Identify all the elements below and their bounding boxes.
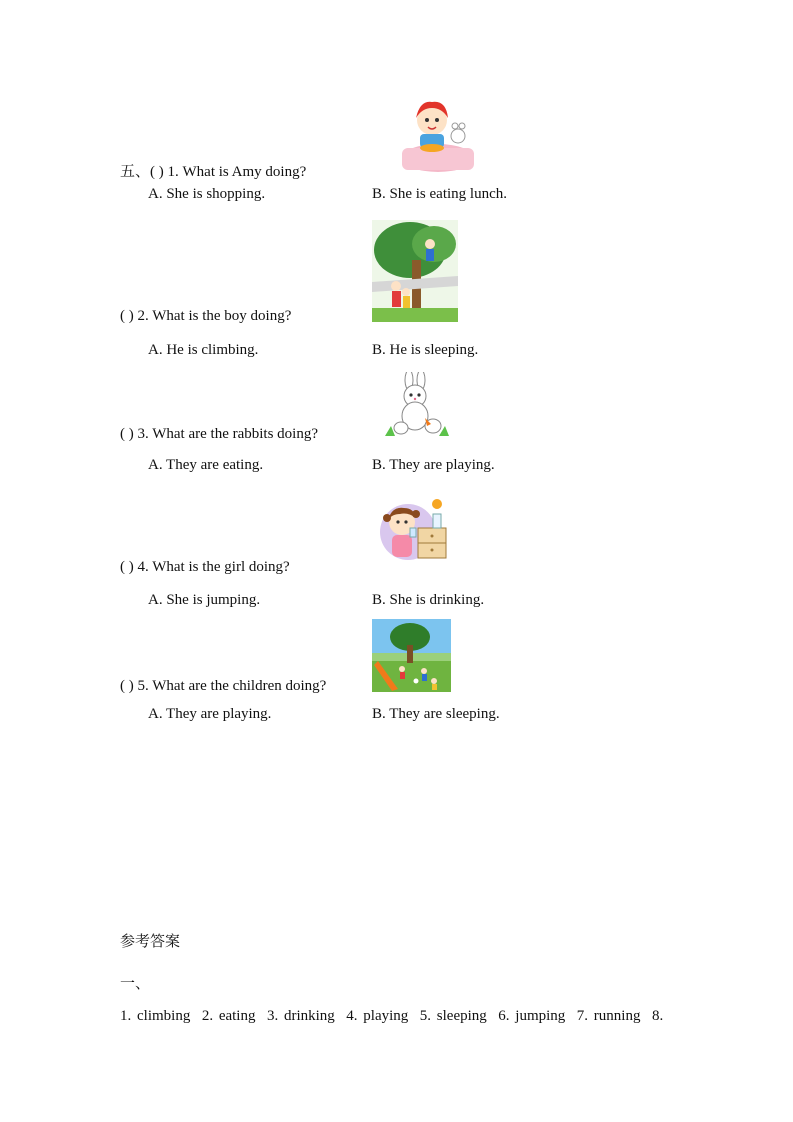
question-4-option-b: B. She is drinking.	[372, 592, 485, 608]
boy-climbing-tree-picture	[372, 220, 458, 322]
question-text: 3. What are the rabbits doing?	[137, 426, 318, 442]
question-1-option-a: A. She is shopping.	[148, 186, 266, 202]
question-text: 5. What are the children doing?	[137, 678, 327, 694]
question-2-option-a: A. He is climbing.	[148, 342, 259, 358]
answer-blank: ( )	[120, 308, 134, 324]
girl-eating-lunch-picture	[398, 96, 478, 174]
answer-blank: ( )	[120, 559, 134, 575]
answer-key-title: 参考答案	[120, 934, 181, 950]
question-3-prompt	[120, 426, 318, 443]
question-4-option-a: A. She is jumping.	[148, 592, 261, 608]
question-5-option-b: B. They are sleeping.	[372, 706, 500, 722]
answer-blank: ( )	[150, 164, 164, 180]
section-label: 五、	[120, 164, 151, 180]
question-1-option-b: B. She is eating lunch.	[372, 186, 507, 202]
question-5-option-a: A. They are playing.	[148, 706, 272, 722]
girl-drinking-picture	[378, 494, 450, 566]
answer-blank: ( )	[120, 678, 134, 694]
question-1-prompt	[120, 160, 306, 181]
question-5-prompt	[120, 678, 326, 695]
question-text: 2. What is the boy doing?	[137, 308, 292, 324]
answer-key-answers: 1. climbing 2. eating 3. drinking 4. playing 5. sleeping 6. jumping 7. running 8.	[120, 1008, 664, 1024]
answer-key-section: 一、	[120, 976, 151, 992]
question-text: 1. What is Amy doing?	[167, 164, 307, 180]
children-playing-picture	[372, 619, 451, 692]
question-text: 4. What is the girl doing?	[137, 559, 290, 575]
question-2-prompt	[120, 308, 291, 325]
answer-blank: ( )	[120, 426, 134, 442]
question-3-option-b: B. They are playing.	[372, 457, 495, 473]
question-3-option-a: A. They are eating.	[148, 457, 264, 473]
question-4-prompt	[120, 559, 290, 576]
rabbits-picture	[385, 372, 449, 438]
question-2-option-b: B. He is sleeping.	[372, 342, 479, 358]
